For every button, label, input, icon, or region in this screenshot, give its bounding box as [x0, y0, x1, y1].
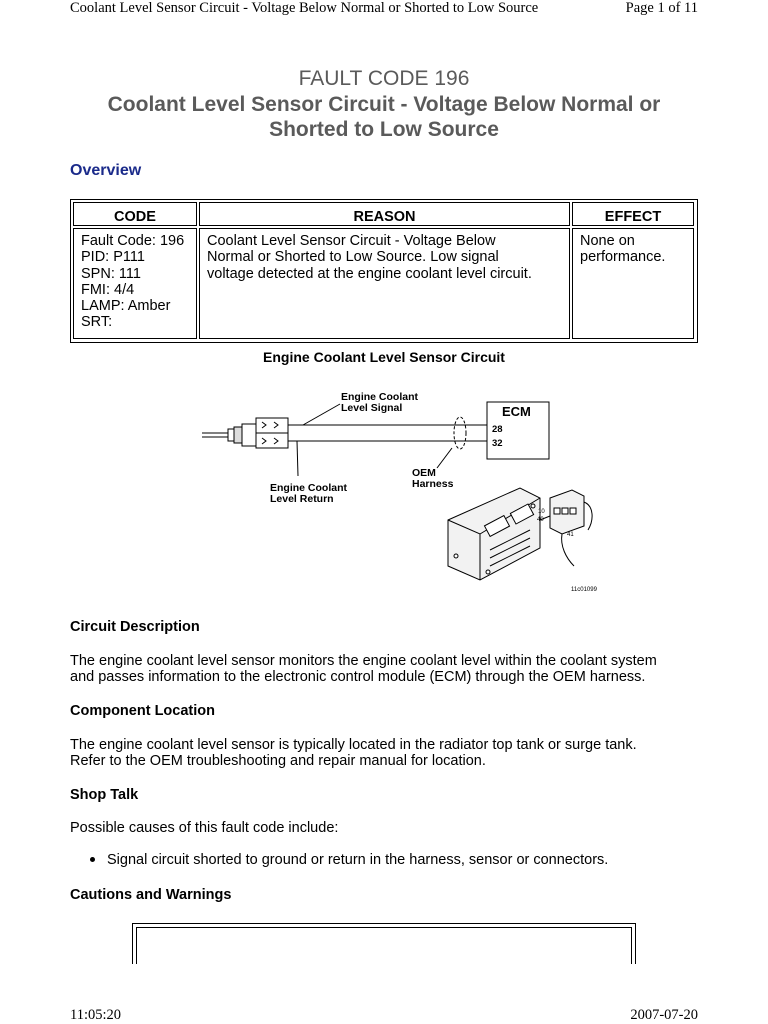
code-line: PID: P111 [81, 249, 145, 266]
return-leader [297, 441, 298, 476]
code-line: SRT: [81, 314, 113, 331]
pin-small-41: 41 [567, 532, 574, 538]
title-line-2: Shorted to Low Source [269, 118, 499, 141]
table-header-reason: REASON [199, 202, 570, 226]
circuit-description-text [70, 653, 710, 686]
label-oem-2: Harness [412, 478, 454, 490]
label-signal-2: Level Signal [341, 402, 403, 414]
footer-time: 11:05:20 [70, 1007, 122, 1023]
oem-leader [437, 448, 452, 468]
table-cell-reason [199, 228, 570, 339]
fault-code-title [0, 67, 768, 91]
fault-table [70, 199, 698, 343]
caution-box-inner [136, 927, 632, 964]
figure-id: 11c01099 [571, 587, 597, 593]
code-line: FMI: 4/4 [81, 281, 135, 298]
table-cell-effect [572, 228, 694, 339]
shop-talk-text: Possible causes of this fault code include: [70, 820, 339, 836]
caution-box [132, 923, 636, 964]
circuit-description-heading: Circuit Description [70, 619, 200, 635]
effect-line: None on [580, 233, 635, 249]
circuit-text-line: The engine coolant level sensor monitors the engine coolant level within the coolant system [70, 653, 657, 669]
label-ecm: ECM [502, 404, 531, 419]
sensor-body [234, 427, 242, 443]
table-header-code: CODE [73, 202, 197, 226]
reason-line: voltage detected at the engine coolant level circuit. [207, 265, 532, 282]
circuit-diagram [190, 380, 610, 600]
list-item [90, 852, 608, 868]
code-line: SPN: 111 [81, 265, 141, 282]
header-page-number: Page 1 of 11 [625, 0, 698, 16]
reason-line: Coolant Level Sensor Circuit - Voltage Below [207, 233, 496, 249]
pin-32: 32 [492, 438, 503, 449]
pin-small-40: 40 [537, 517, 544, 523]
sensor-connector [242, 424, 256, 446]
pin-small-10: 10 [538, 509, 545, 515]
oem-harness-marker [454, 417, 466, 449]
pin-28: 28 [492, 424, 503, 435]
code-line: Fault Code: 196 [81, 233, 185, 249]
label-return-2: Level Return [270, 493, 334, 505]
bullet-icon [90, 857, 95, 862]
component-text-line: Refer to the OEM troubleshooting and repair manual for location. [70, 753, 486, 770]
component-location-heading: Component Location [70, 703, 215, 719]
figure-title: Engine Coolant Level Sensor Circuit [263, 349, 505, 365]
circuit-text-line: and passes information to the electronic control module (ECM) through the OEM harness. [70, 669, 646, 686]
cautions-heading: Cautions and Warnings [70, 887, 232, 903]
label-signal-1: Engine Coolant [341, 391, 418, 403]
sensor-nut [228, 429, 234, 441]
signal-leader [303, 404, 340, 425]
table-header-effect: EFFECT [572, 202, 694, 226]
overview-heading: Overview [70, 162, 142, 179]
table-cell-code [73, 228, 197, 339]
title-line-1: Coolant Level Sensor Circuit - Voltage Below Normal or [107, 93, 661, 116]
bullet-text: Signal circuit shorted to ground or return in the harness, sensor or connectors. [107, 852, 609, 868]
component-text-line: The engine coolant level sensor is typically located in the radiator top tank or surge tank. [70, 737, 637, 753]
header-doc-title: Coolant Level Sensor Circuit - Voltage Below Normal or Shorted to Low Source [70, 0, 539, 16]
code-line: LAMP: Amber [81, 298, 171, 315]
label-return-1: Engine Coolant [270, 482, 347, 494]
reason-line: Normal or Shorted to Low Source. Low signal [207, 249, 499, 266]
component-location-text [70, 737, 710, 770]
label-oem-1: OEM [412, 467, 436, 479]
effect-line: performance. [580, 249, 666, 266]
fault-code-title-text: FAULT CODE 196 [298, 67, 470, 90]
footer-date: 2007-07-20 [630, 1007, 698, 1023]
shop-talk-heading: Shop Talk [70, 787, 139, 803]
